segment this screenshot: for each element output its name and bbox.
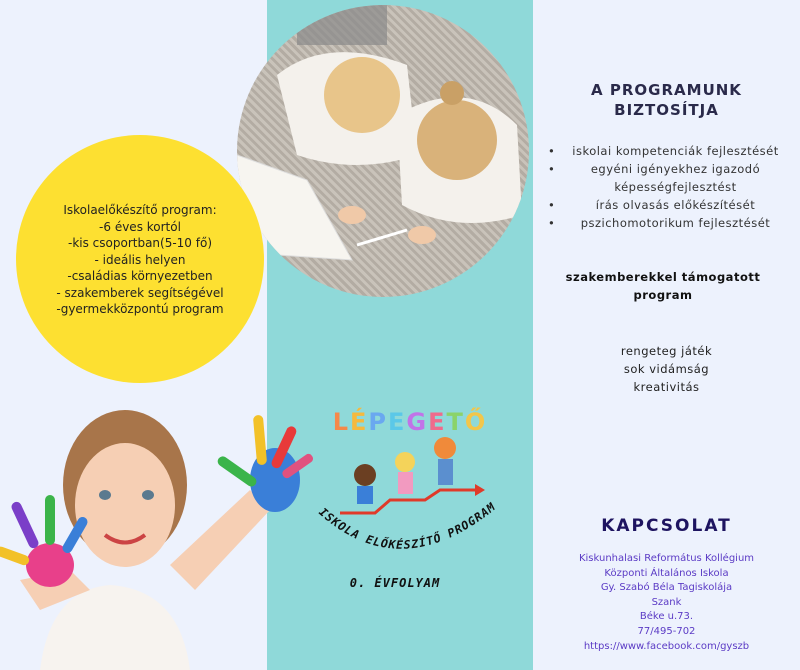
logo-letter: L — [332, 408, 350, 436]
program-title: Iskolaelőkészítő program: — [63, 203, 217, 217]
contact-heading: KAPCSOLAT — [601, 516, 732, 536]
benefits-heading — [533, 80, 800, 120]
grade-label: 0. ÉVFOLYAM — [349, 576, 441, 590]
list-item: • pszichomotorikum fejlesztését — [548, 214, 793, 232]
list-item: • iskolai kompetenciák fejlesztését — [548, 142, 793, 160]
contact-line: Szank — [651, 596, 682, 608]
facebook-link[interactable]: https://www.facebook.com/gyszb — [583, 640, 750, 652]
fun-line: rengeteg játék — [620, 344, 713, 358]
fun-line: sok vidámság — [623, 362, 710, 376]
benefits-list — [548, 142, 793, 232]
logo-letter: E — [388, 408, 407, 436]
logo-word — [333, 406, 488, 436]
logo-letter: P — [368, 408, 388, 436]
list-item: • egyéni igényekhez igazodó képességfejlesztést — [548, 160, 793, 196]
contact-phone: 77/495-702 — [637, 625, 696, 637]
program-line: -családias környezetben — [67, 269, 213, 283]
heading-line: A PROGRAMUNK — [591, 81, 742, 99]
program-line: - szakemberek segítségével — [56, 285, 224, 300]
contact-line: Kiskunhalasi Református Kollégium — [578, 553, 755, 564]
support-text: szakemberekkel támogatott program — [565, 270, 761, 302]
logo-arc-text: ISKOLA ELŐKÉSZÍTŐ PROGRAM — [316, 499, 499, 552]
contact-line: Gy. Szabó Béla Tagiskolája — [600, 582, 733, 594]
heading-line: BIZTOSÍTJA — [614, 101, 719, 119]
contact-address: Béke u.73. — [639, 611, 694, 623]
program-line: -6 éves kortól — [99, 219, 181, 234]
logo-letter: Ő — [464, 408, 488, 436]
logo-letter: T — [446, 408, 465, 436]
lepegeto-logo — [300, 400, 520, 560]
program-info-text — [30, 202, 250, 318]
list-item: • írás olvasás előkészítését — [548, 196, 793, 214]
logo-letter: E — [428, 408, 447, 436]
contact-line: Központi Általános Iskola — [604, 567, 729, 579]
fun-list — [533, 342, 800, 396]
svg-text:ISKOLA ELŐKÉSZÍTŐ PROGRAM — [316, 499, 498, 552]
program-line: - ideális helyen — [94, 252, 186, 267]
logo-letter: G — [406, 408, 429, 436]
program-line: -kis csoportban(5-10 fő) — [67, 236, 213, 250]
program-line: -gyermekközpontú program — [56, 302, 224, 316]
girl-painted-hands-photo — [0, 390, 330, 670]
children-reading-photo — [237, 5, 529, 297]
contact-info — [533, 552, 800, 654]
logo-letter: É — [350, 408, 369, 436]
fun-line: kreativitás — [633, 380, 700, 394]
